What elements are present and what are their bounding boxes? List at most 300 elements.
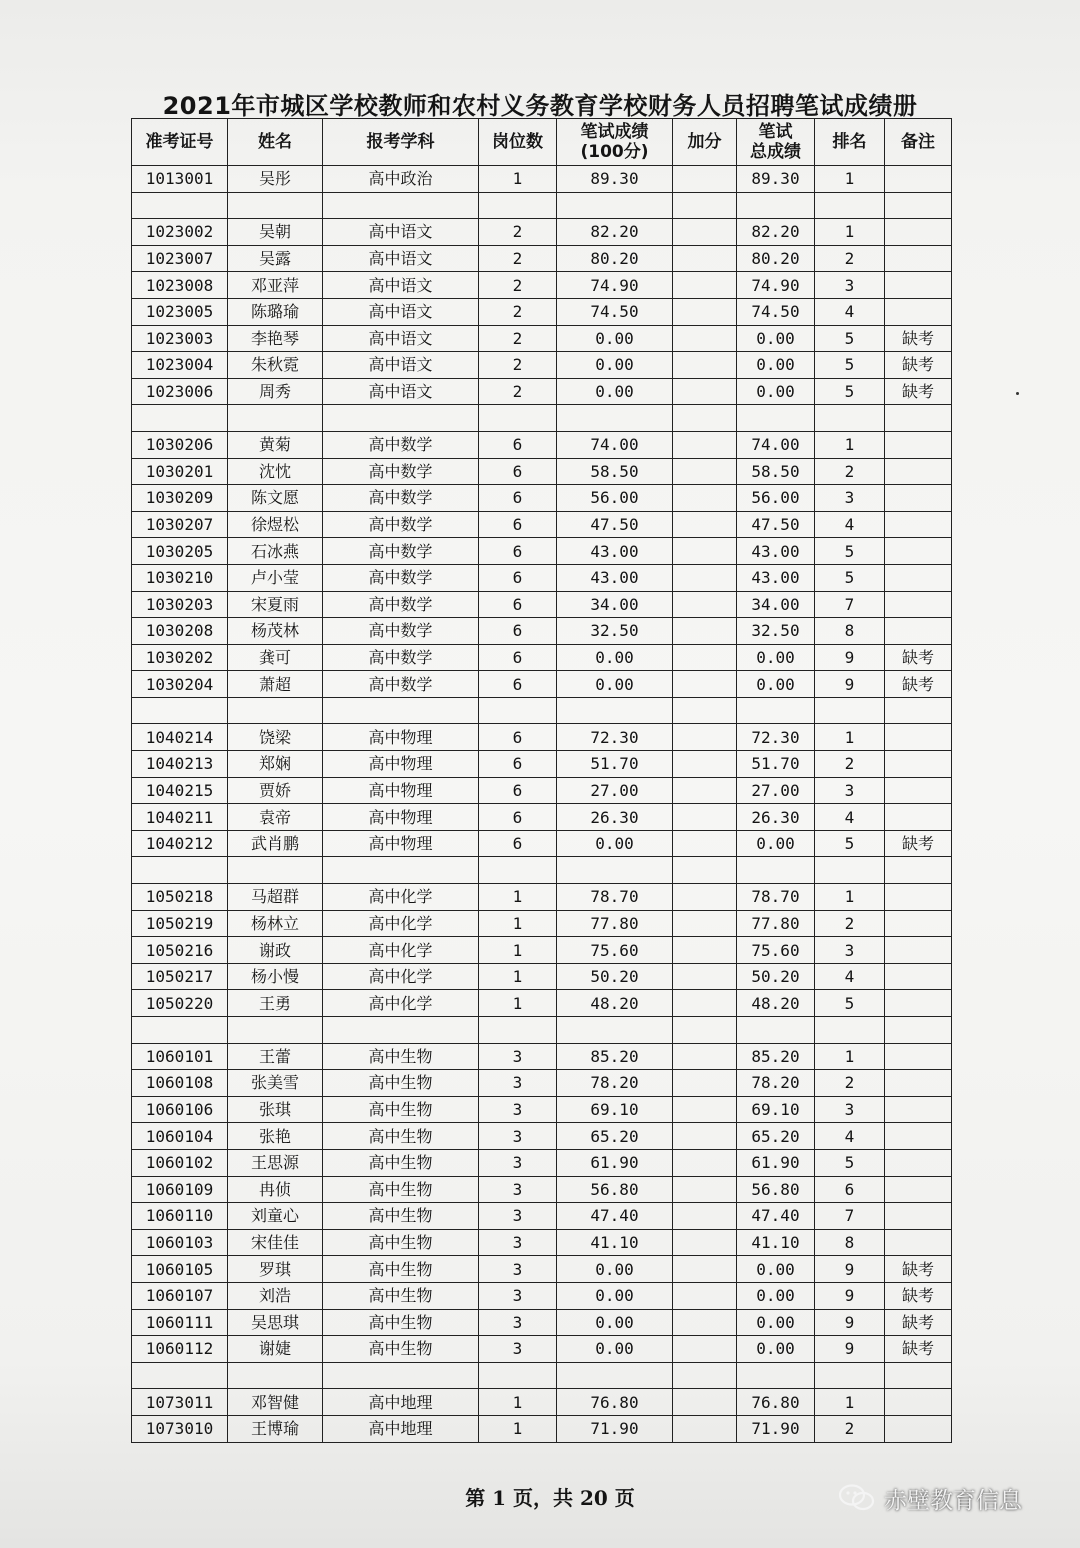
table-row [132,1203,952,1230]
table-cell: 2 [479,352,557,379]
table-cell: 6 [479,538,557,565]
table-cell: 1 [815,724,885,751]
table-cell: 85.20 [737,1043,815,1070]
table-cell: 2 [479,272,557,299]
table-cell [885,245,952,272]
table-cell [885,724,952,751]
table-cell: 56.00 [557,485,673,512]
table-row [132,1389,952,1416]
table-cell: 4 [815,511,885,538]
table-cell: 缺考 [885,325,952,352]
table-cell: 6 [479,671,557,698]
table-cell: 0.00 [737,1282,815,1309]
table-cell: 1060112 [132,1336,228,1363]
empty-cell [479,405,557,432]
empty-cell [737,697,815,724]
table-cell: 高中化学 [323,963,479,990]
table-cell: 1060108 [132,1070,228,1097]
table-cell: 0.00 [737,1309,815,1336]
table-cell: 高中生物 [323,1203,479,1230]
table-cell [673,564,737,591]
table-cell: 6 [479,751,557,778]
table-cell: 高中生物 [323,1229,479,1256]
table-row [132,511,952,538]
table-cell [885,485,952,512]
table-cell: 43.00 [557,564,673,591]
table-cell: 7 [815,1203,885,1230]
table-cell: 6 [479,777,557,804]
table-cell: 3 [479,1096,557,1123]
table-cell [673,511,737,538]
table-cell: 1030201 [132,458,228,485]
header-cell: 加分 [673,119,737,166]
table-cell: 武肖鹏 [228,830,323,857]
table-cell: 6 [479,458,557,485]
table-cell: 高中物理 [323,751,479,778]
table-cell: 0.00 [737,1336,815,1363]
score-table [131,118,952,1443]
table-cell: 3 [815,937,885,964]
table-cell: 1060111 [132,1309,228,1336]
table-cell [673,963,737,990]
empty-cell [228,405,323,432]
table-cell: 罗琪 [228,1256,323,1283]
table-cell: 周秀 [228,378,323,405]
table-cell: 89.30 [737,166,815,193]
table-cell: 吴露 [228,245,323,272]
table-cell: 卢小莹 [228,564,323,591]
table-cell: 1030208 [132,618,228,645]
table-cell: 高中生物 [323,1149,479,1176]
table-cell: 0.00 [557,830,673,857]
table-cell: 1 [479,166,557,193]
empty-cell [673,857,737,884]
table-cell: 高中语文 [323,378,479,405]
table-cell: 34.00 [737,591,815,618]
table-cell: 5 [815,538,885,565]
table-cell: 78.70 [737,884,815,911]
table-cell: 1040214 [132,724,228,751]
table-cell: 1023008 [132,272,228,299]
table-cell [885,1096,952,1123]
empty-cell [132,192,228,219]
table-cell: 34.00 [557,591,673,618]
table-cell: 71.90 [557,1415,673,1442]
empty-cell [323,1017,479,1044]
empty-cell [479,1362,557,1389]
table-cell: 沈忱 [228,458,323,485]
table-cell: 1060109 [132,1176,228,1203]
table-cell: 1060107 [132,1282,228,1309]
table-cell: 黄菊 [228,431,323,458]
spacer-row [132,697,952,724]
table-cell: 51.70 [557,751,673,778]
watermark-text: 赤壁教育信息 [884,1487,1022,1514]
table-cell: 56.80 [737,1176,815,1203]
table-cell [673,485,737,512]
table-cell: 0.00 [557,352,673,379]
table-row [132,1123,952,1150]
table-cell [885,884,952,911]
table-cell: 吴彤 [228,166,323,193]
table-cell: 1 [815,166,885,193]
table-cell: 1 [815,884,885,911]
table-cell: 72.30 [737,724,815,751]
table-cell: 0.00 [737,352,815,379]
table-cell: 9 [815,1336,885,1363]
table-cell: 张琪 [228,1096,323,1123]
table-cell: 0.00 [557,1282,673,1309]
empty-cell [815,1017,885,1044]
table-cell: 高中地理 [323,1389,479,1416]
empty-cell [228,1017,323,1044]
table-cell: 76.80 [737,1389,815,1416]
table-cell: 2 [815,1070,885,1097]
table-cell: 1060110 [132,1203,228,1230]
table-cell: 1040212 [132,830,228,857]
table-cell: 吴朝 [228,219,323,246]
table-cell [885,751,952,778]
empty-cell [815,857,885,884]
table-cell: 72.30 [557,724,673,751]
table-cell: 74.90 [737,272,815,299]
table-cell: 高中物理 [323,830,479,857]
table-row [132,458,952,485]
table-cell: 高中生物 [323,1070,479,1097]
table-cell: 3 [479,1176,557,1203]
table-cell: 89.30 [557,166,673,193]
table-cell: 0.00 [557,1309,673,1336]
table-cell: 谢政 [228,937,323,964]
table-cell [673,671,737,698]
table-row [132,1309,952,1336]
table-cell: 5 [815,378,885,405]
table-cell: 高中数学 [323,591,479,618]
wechat-icon [838,1483,876,1513]
empty-cell [323,192,479,219]
empty-cell [557,1017,673,1044]
table-cell: 缺考 [885,644,952,671]
table-cell: 高中语文 [323,352,479,379]
table-cell [885,272,952,299]
table-cell: 1050220 [132,990,228,1017]
table-cell: 王蕾 [228,1043,323,1070]
table-cell: 杨小慢 [228,963,323,990]
table-cell: 1023005 [132,298,228,325]
table-cell [885,1043,952,1070]
table-cell: 43.00 [737,564,815,591]
empty-cell [815,192,885,219]
table-cell [885,1229,952,1256]
table-cell: 高中语文 [323,325,479,352]
table-cell: 1 [479,937,557,964]
table-cell: 6 [479,485,557,512]
table-cell [673,1149,737,1176]
table-row [132,804,952,831]
table-cell: 65.20 [557,1123,673,1150]
table-cell: 6 [479,564,557,591]
table-cell: 缺考 [885,352,952,379]
table-cell [885,1176,952,1203]
table-cell: 王思源 [228,1149,323,1176]
table-cell: 27.00 [737,777,815,804]
table-cell: 3 [479,1256,557,1283]
table-cell: 1060105 [132,1256,228,1283]
table-cell: 1050217 [132,963,228,990]
table-cell: 77.80 [737,910,815,937]
table-cell: 1073011 [132,1389,228,1416]
table-cell [673,1389,737,1416]
table-cell: 高中语文 [323,298,479,325]
header-cell: 备注 [885,119,952,166]
table-cell [673,1256,737,1283]
table-cell: 9 [815,644,885,671]
table-cell: 5 [815,325,885,352]
table-cell: 高中数学 [323,644,479,671]
table-cell [673,937,737,964]
table-cell: 高中生物 [323,1123,479,1150]
table-cell: 4 [815,963,885,990]
table-cell: 3 [479,1336,557,1363]
table-row [132,724,952,751]
table-cell: 刘童心 [228,1203,323,1230]
table-cell: 56.80 [557,1176,673,1203]
empty-cell [132,857,228,884]
table-cell: 43.00 [737,538,815,565]
table-cell: 7 [815,591,885,618]
table-cell: 1030204 [132,671,228,698]
table-cell: 1060104 [132,1123,228,1150]
table-cell: 1 [815,431,885,458]
table-cell: 高中化学 [323,910,479,937]
table-row [132,352,952,379]
table-cell [673,245,737,272]
table-row [132,1282,952,1309]
table-cell: 6 [479,431,557,458]
table-cell: 5 [815,990,885,1017]
header-cell: 排名 [815,119,885,166]
empty-cell [132,1362,228,1389]
table-cell: 2 [479,298,557,325]
table-row [132,830,952,857]
table-cell: 刘浩 [228,1282,323,1309]
table-cell: 龚可 [228,644,323,671]
table-cell [673,830,737,857]
empty-cell [479,1017,557,1044]
table-cell: 6 [479,591,557,618]
table-cell: 1 [479,910,557,937]
table-cell: 4 [815,804,885,831]
table-cell [673,724,737,751]
table-cell: 61.90 [557,1149,673,1176]
table-cell: 3 [479,1203,557,1230]
table-cell [885,1203,952,1230]
table-cell: 47.40 [737,1203,815,1230]
table-cell: 1030209 [132,485,228,512]
table-cell [885,1389,952,1416]
table-cell: 43.00 [557,538,673,565]
table-cell: 6 [479,511,557,538]
table-cell: 王勇 [228,990,323,1017]
table-cell: 1013001 [132,166,228,193]
table-cell: 3 [815,1096,885,1123]
table-cell: 48.20 [737,990,815,1017]
spacer-row [132,1362,952,1389]
empty-cell [885,857,952,884]
table-cell: 0.00 [737,378,815,405]
table-cell: 3 [479,1309,557,1336]
table-cell: 74.00 [557,431,673,458]
table-cell: 王博瑜 [228,1415,323,1442]
table-cell: 2 [815,751,885,778]
empty-cell [557,697,673,724]
table-cell: 50.20 [557,963,673,990]
table-cell: 1023007 [132,245,228,272]
table-cell: 徐煜松 [228,511,323,538]
table-cell: 6 [479,618,557,645]
table-cell [673,1415,737,1442]
empty-cell [557,192,673,219]
table-cell: 0.00 [557,644,673,671]
table-cell: 32.50 [557,618,673,645]
table-cell: 高中数学 [323,431,479,458]
table-cell [673,1123,737,1150]
table-cell: 0.00 [737,1256,815,1283]
table-cell: 50.20 [737,963,815,990]
table-cell: 74.50 [557,298,673,325]
table-cell: 74.00 [737,431,815,458]
table-row [132,431,952,458]
table-cell: 4 [815,1123,885,1150]
table-cell: 1030206 [132,431,228,458]
header-row [132,119,952,166]
table-row [132,325,952,352]
table-cell: 高中数学 [323,564,479,591]
table-cell: 宋夏雨 [228,591,323,618]
table-cell: 9 [815,671,885,698]
table-cell: 缺考 [885,671,952,698]
table-cell: 邓亚萍 [228,272,323,299]
table-row [132,777,952,804]
table-cell: 1030210 [132,564,228,591]
table-cell [673,352,737,379]
table-cell: 9 [815,1282,885,1309]
table-cell: 48.20 [557,990,673,1017]
empty-cell [885,1362,952,1389]
table-row [132,1070,952,1097]
table-row [132,1415,952,1442]
document-title: 2021年市城区学校教师和农村义务教育学校财务人员招聘笔试成绩册 [162,92,918,120]
table-cell: 高中物理 [323,804,479,831]
empty-cell [885,192,952,219]
table-cell: 杨茂林 [228,618,323,645]
table-row [132,1336,952,1363]
table-cell: 3 [479,1149,557,1176]
table-cell: 张艳 [228,1123,323,1150]
table-cell: 1 [479,1389,557,1416]
page-footer: 第 1 页，共 20 页 [465,1486,635,1510]
table-cell: 1030202 [132,644,228,671]
empty-cell [479,857,557,884]
table-cell: 高中物理 [323,724,479,751]
table-cell: 1 [479,963,557,990]
table-cell: 1050216 [132,937,228,964]
table-cell: 65.20 [737,1123,815,1150]
table-cell [885,591,952,618]
table-cell: 8 [815,1229,885,1256]
table-cell: 78.70 [557,884,673,911]
table-cell: 高中生物 [323,1336,479,1363]
table-cell [673,1043,737,1070]
table-row [132,485,952,512]
table-row [132,910,952,937]
empty-cell [323,697,479,724]
table-cell [673,777,737,804]
table-body [132,166,952,1443]
table-cell: 2 [815,1415,885,1442]
table-cell: 高中生物 [323,1282,479,1309]
table-cell [885,990,952,1017]
table-cell: 高中数学 [323,485,479,512]
empty-cell [885,1017,952,1044]
table-row [132,963,952,990]
table-cell [673,618,737,645]
table-cell: 1040213 [132,751,228,778]
table-cell: 邓智健 [228,1389,323,1416]
table-cell: 高中生物 [323,1176,479,1203]
table-cell [673,1229,737,1256]
table-cell: 47.50 [737,511,815,538]
table-cell [673,1282,737,1309]
table-cell: 石冰燕 [228,538,323,565]
table-cell: 杨林立 [228,910,323,937]
table-cell: 80.20 [557,245,673,272]
table-cell [885,298,952,325]
empty-cell [557,1362,673,1389]
table-cell: 高中数学 [323,511,479,538]
table-cell: 张美雪 [228,1070,323,1097]
empty-cell [737,857,815,884]
table-cell: 1030207 [132,511,228,538]
table-cell [673,751,737,778]
table-cell: 高中物理 [323,777,479,804]
table-cell: 3 [815,485,885,512]
table-cell [673,431,737,458]
table-cell: 高中生物 [323,1043,479,1070]
table-cell: 缺考 [885,1256,952,1283]
empty-cell [228,857,323,884]
table-cell: 74.90 [557,272,673,299]
table-cell [885,564,952,591]
table-cell: 41.10 [737,1229,815,1256]
table-cell: 77.80 [557,910,673,937]
table-row [132,219,952,246]
table-cell: 1040211 [132,804,228,831]
table-cell: 1060102 [132,1149,228,1176]
table-cell: 1 [479,1415,557,1442]
table-cell: 1050219 [132,910,228,937]
empty-cell [132,405,228,432]
table-cell: 69.10 [557,1096,673,1123]
table-row [132,538,952,565]
table-cell: 3 [479,1123,557,1150]
table-cell: 41.10 [557,1229,673,1256]
empty-cell [673,405,737,432]
table-cell [885,804,952,831]
table-cell: 袁帝 [228,804,323,831]
table-cell: 1 [815,219,885,246]
table-cell: 6 [479,830,557,857]
